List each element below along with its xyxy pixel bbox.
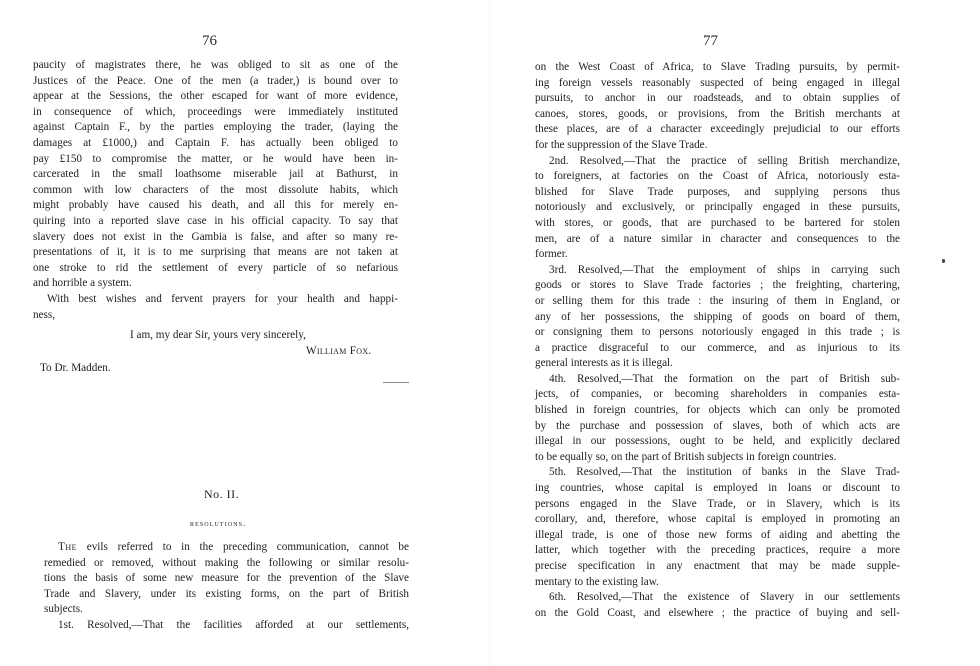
text-line: canoes, stores, goods, or provisions, from the British merchants at <box>535 107 900 120</box>
text-line: blished for Slave Trade purposes, and supplying persons thus <box>535 185 900 198</box>
text-line: general interests as it is illegal. <box>535 357 673 370</box>
resolutions-text <box>535 60 900 621</box>
text-line: one stroke to rid the settlement of every particle of so nefarious <box>33 261 398 274</box>
text-line: 2nd. Resolved,—That the practice of selling British merchandize, <box>549 154 900 167</box>
text-line: latter, which together with the preceding practices, require a more <box>535 544 900 557</box>
text-line: illegal in our possessions, ought to be held, and explicitly declared <box>535 435 900 448</box>
letter-closing: I am, my dear Sir, yours very sincerely, <box>130 329 306 341</box>
text-line: ing countries, whose capital is employed in loans or discount to <box>535 482 900 495</box>
page-number-right: 77 <box>703 33 718 49</box>
text-line: tions the basis of some new measure for the prevention of the Slave <box>44 572 409 585</box>
text-line: or selling them for this trade : the insuring of them in England, or <box>535 294 900 307</box>
text-line: quiring into a reported slave case in his official capacity. To say that <box>33 214 398 227</box>
ink-speck <box>942 259 945 263</box>
text-line: pursuits, to anchor in our roadsteads, and to obtain supplies of <box>535 92 900 105</box>
intro-first-word: The <box>58 541 77 553</box>
text-line: jects, of companies, or becoming shareholders in companies esta- <box>535 388 900 401</box>
ink-speck <box>383 382 409 383</box>
text-line: 6th. Resolved,—That the existence of Slavery in our settlements <box>549 591 900 604</box>
text-line: damages at £1000,) and Captain F. has actually been obliged to <box>33 136 398 149</box>
text-line <box>44 540 409 556</box>
text-line: any of her possessions, the shipping of goods on board of them, <box>535 310 900 323</box>
text-line: these places, are of a character exceedingly prejudicial to our efforts <box>535 123 900 136</box>
text-line: With best wishes and fervent prayers for your health and happi- <box>47 292 398 305</box>
text-line: appear at the Sessions, the other escaped for want of more evidence, <box>33 90 398 103</box>
text-line: Trade and Slavery, under its existing forms, on the part of British <box>44 587 409 600</box>
letter-addressee: To Dr. Madden. <box>40 362 111 374</box>
text-line: pay £150 to compromise the matter, or he would have been in- <box>33 152 398 165</box>
text-line: with stores, or goods, that are purchased to be bartered for stolen <box>535 216 900 229</box>
text-line: former. <box>535 248 568 261</box>
text-line: corollary, and, therefore, whose capital is employed in promoting an <box>535 513 900 526</box>
text-line: by the purchase and possession of slaves, both of which acts are <box>535 419 900 432</box>
text-line: on the Gold Coast, and elsewhere ; the practice of buying and sell- <box>535 606 900 619</box>
text-line: and horrible a system. <box>33 277 132 290</box>
text-line: notoriously and exclusively, or principally engaged in these pursuits, <box>535 201 900 214</box>
page-gutter <box>489 0 490 666</box>
text-line: to be equally so, on the part of British subjects in foreign countries. <box>535 450 837 463</box>
letter-signature: William Fox. <box>306 345 372 357</box>
section-subheading: resolutions. <box>190 518 247 528</box>
text-line: carcerated in the small loathsome miserable jail at Bathurst, in <box>33 168 398 181</box>
text-line: goods or stores to Slave Trade factories ; the freighting, chartering, <box>535 279 900 292</box>
text-line: ing foreign vessels reasonably suspected of being engaged in illegal <box>535 76 900 89</box>
text-line: persons engaged in the Slave Trade, or in Slavery, which is its <box>535 497 900 510</box>
text-line: presentations of it, it is to me surprising that means are not taken at <box>33 246 398 259</box>
section-heading: No. II. <box>204 487 240 501</box>
text-line: or consigning them to persons notoriously engaged in this trade ; is <box>535 326 900 339</box>
text-line: against Captain F., by the parties employing the trader, (laying the <box>33 121 398 134</box>
page-number-left: 76 <box>202 33 217 49</box>
text-line: 5th. Resolved,—That the institution of banks in the Slave Trad- <box>549 466 900 479</box>
text-line: 1st. Resolved,—That the facilities afforded at our settlements, <box>58 618 409 631</box>
text-line: remedied or removed, without making the following or similar resolu- <box>44 556 409 569</box>
text-line: ness, <box>33 308 56 321</box>
text-line: men, are of a nature similar in character and consequences to the <box>535 232 900 245</box>
text-line: common with low characters of the most dissolute habits, which <box>33 183 398 196</box>
text-line: illegal trade, is one of those new forms of aiding and abetting the <box>535 528 900 541</box>
text-line: paucity of magistrates there, he was obliged to sit as one of the <box>33 59 398 71</box>
text-line: precise specification in any enactment that may be made supple- <box>535 560 900 572</box>
letter-paragraph-1 <box>33 58 398 323</box>
text-line: subjects. <box>44 603 83 616</box>
text-line: a practice disgraceful to our commerce, and as injurious to its <box>535 341 900 354</box>
text-line: for the suppression of the Slave Trade. <box>535 138 708 151</box>
text-line: slavery does not exist in the Gambia is false, and after so many re- <box>33 230 398 243</box>
text-line: 3rd. Resolved,—That the employment of ships in carrying such <box>549 263 900 276</box>
text-line: to foreigners, at factories on the Coast of Africa, notoriously esta- <box>535 170 900 183</box>
intro-first-line-rest: evils referred to in the preceding communication, cannot be <box>86 541 409 553</box>
text-line: mentary to the existing law. <box>535 575 659 588</box>
text-line: might probably have caused his death, and all this for merely en- <box>33 199 398 212</box>
text-line: Justices of the Peace. One of the men (a trader,) is bound over to <box>33 74 398 87</box>
text-line: 4th. Resolved,—That the formation on the part of British sub- <box>549 372 900 385</box>
resolutions-intro <box>44 540 409 634</box>
text-line: in consequence of which, proceedings were immediately instituted <box>33 105 398 118</box>
text-line: blished in foreign countries, for objects which can only be promoted <box>535 404 900 417</box>
text-line: on the West Coast of Africa, to Slave Trading pursuits, by permit- <box>535 61 900 73</box>
